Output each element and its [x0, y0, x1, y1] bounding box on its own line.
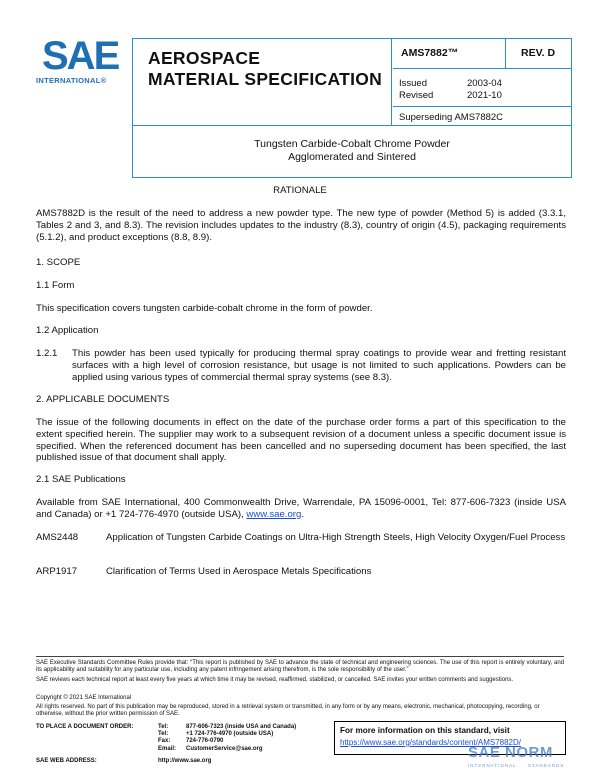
- section-2-1-heading: 2.1 SAE Publications: [36, 474, 126, 485]
- revision: REV. D: [521, 47, 556, 59]
- ref-title: Clarification of Terms Used in Aerospace Metals Specifications: [106, 566, 372, 577]
- supersede-divider: [393, 106, 571, 107]
- section-1-2-heading: 1.2 Application: [36, 325, 99, 336]
- issued-value: 2003-04: [467, 78, 502, 89]
- contact-row: [158, 738, 333, 745]
- sae-website-link[interactable]: www.sae.org: [246, 508, 302, 520]
- sae-logo: [36, 36, 118, 86]
- superseding: Superseding AMS7882C: [399, 112, 504, 123]
- subtitle-line-2: Agglomerated and Sintered: [288, 151, 416, 163]
- section-1-heading: 1. SCOPE: [36, 257, 81, 268]
- watermark-sub-right: STANDARDS: [528, 763, 565, 768]
- contact-key: Email:: [158, 745, 177, 752]
- section-2-1-text: [36, 497, 566, 521]
- period: .: [301, 508, 304, 520]
- footer-review-text: SAE reviews each technical report at least every five years at which time it may be revised, reaffirmed, stabilized, or cancelled. SAE invites your written comments and suggestions.: [36, 677, 514, 683]
- contact-row: [158, 731, 333, 738]
- contact-value[interactable]: CustomerService@sae.org: [186, 745, 263, 752]
- contact-value: +1 724-776-4970 (outside USA): [186, 731, 274, 738]
- document-subtitle: [133, 138, 571, 164]
- sae-logo-international: INTERNATIONAL®: [36, 76, 107, 85]
- web-address-label: SAE WEB ADDRESS:: [36, 758, 97, 764]
- ref-code: AMS2448: [36, 532, 79, 543]
- contact-value: 724-776-0790: [186, 738, 224, 745]
- contact-value: 877-606-7323 (inside USA and Canada): [186, 724, 297, 730]
- doc-number: AMS7882™: [401, 47, 459, 59]
- issue-dates: [399, 78, 549, 102]
- subtitle-line-1: Tungsten Carbide-Cobalt Chrome Powder: [254, 138, 450, 150]
- document-type-title: [148, 48, 382, 90]
- section-1-1-text: This specification covers tungsten carbide-cobalt chrome in the form of powder.: [36, 303, 373, 314]
- sae-publications-text: Available from SAE International, 400 Commonwealth Drive, Warrendale, PA 15096-0001, Tel: 877-606-7323 (inside USA and Canada) or +1 724-776-4970 (outside USA),: [36, 497, 566, 520]
- revised-value: 2021-10: [467, 90, 502, 101]
- ref-title: Application of Tungsten Carbide Coatings on Ultra-High Strength Steels, High Velocity Oxygen/Fuel Process: [106, 532, 566, 543]
- contact-row: [158, 746, 333, 753]
- contact-list: [158, 724, 333, 753]
- contact-key: Tel:: [158, 731, 169, 738]
- issued-label: Issued: [399, 78, 427, 89]
- section-1-1-heading: 1.1 Form: [36, 280, 75, 291]
- sae-norm-watermark: SAE NORM: [468, 744, 553, 761]
- web-address[interactable]: http://www.sae.org: [158, 758, 212, 764]
- rationale-heading: RATIONALE: [273, 185, 327, 196]
- footer-rules-text: SAE Executive Standards Committee Rules provide that: “This report is published by SAE to advance the state of technical and engineering sciences. The use of this report is entirely voluntary, and its applicability and suitability for any particular use, including any patent infringement arising therefrom, is the sole responsibility of the user.”: [36, 660, 564, 674]
- contact-key: Fax:: [158, 738, 171, 745]
- sae-logo-text: SAE: [42, 34, 119, 78]
- section-1-2-1-text: This powder has been used typically for producing thermal spray coatings to provide wear and fretting resistant surfaces with a high level of corrosion resistance, but usage is not limited to such applications. Powders can be applied using various types of commercial thermal spray systems (see 8.3).: [72, 348, 566, 383]
- contact-row: [158, 724, 333, 731]
- title-line-2: MATERIAL SPECIFICATION: [148, 69, 383, 89]
- rationale-text: AMS7882D is the result of the need to address a new powder type. The new type of powder (Method 5) is added (3.3.1, Tables 2 and 3, and 8.3). The revision includes updates to the industry (8.3), country of origin (4.5), packaging requirements (5.1.2), and product exceptions (8.8, 8.9).: [36, 208, 566, 243]
- revised-label: Revised: [399, 90, 434, 101]
- section-2-text: The issue of the following documents in effect on the date of the purchase order forms a part of this specification to the extent specified herein. The supplier may work to a subsequent revision of a document unless a specific document issue is specified. When the referenced document has been cancelled and no superseding document has been specified, the last published issue of that document shall apply.: [36, 417, 566, 464]
- footer-copyright: Copyright © 2021 SAE International: [36, 695, 132, 701]
- header-divider: [133, 125, 571, 126]
- more-info-title: For more information on this standard, visit: [340, 726, 510, 735]
- section-2-heading: 2. APPLICABLE DOCUMENTS: [36, 394, 170, 405]
- watermark-sub-left: INTERNATIONAL: [468, 763, 517, 768]
- title-line-1: AEROSPACE: [148, 48, 261, 68]
- ref-code: ARP1917: [36, 566, 78, 577]
- footer-rights-text: All rights reserved. No part of this publication may be reproduced, stored in a retrieval system or transmitted, in any form or by any means, electronic, mechanical, photocopying, recording, or otherwise, without the prior written permission of SAE.: [36, 704, 540, 718]
- section-1-2-1-number: 1.2.1: [36, 348, 58, 359]
- footer-divider: [36, 656, 564, 657]
- order-label: TO PLACE A DOCUMENT ORDER:: [36, 724, 134, 730]
- contact-key: Tel:: [158, 724, 169, 730]
- standard-link[interactable]: https://www.sae.org/standards/content/AMS7882D/: [340, 738, 521, 747]
